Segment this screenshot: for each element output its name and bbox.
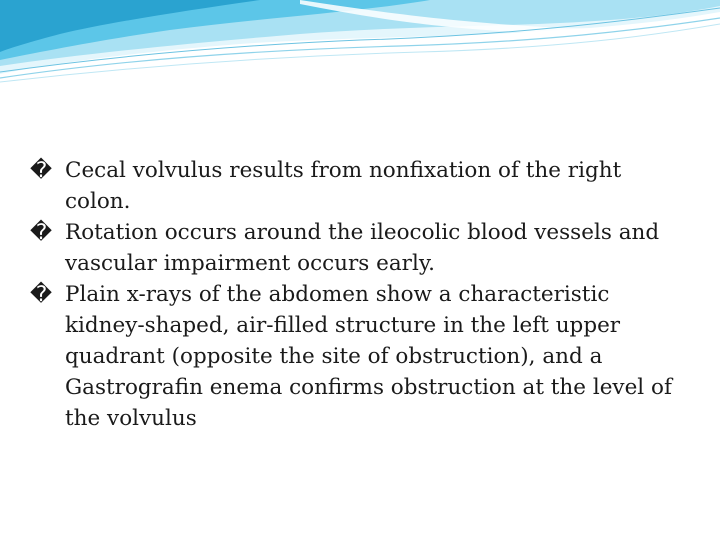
bullet-marker-icon: � [30, 158, 53, 183]
bullet-text: Rotation occurs around the ileocolic blood vessels and vascular impairment occurs early. [65, 220, 660, 276]
bullet-marker-icon: � [30, 220, 53, 245]
bullet-text: Cecal volvulus results from nonfixation of the right colon. [65, 158, 622, 214]
bullet-list [30, 155, 690, 434]
bullet-item [30, 279, 690, 434]
bullet-item [30, 217, 690, 279]
bullet-text: Plain x-rays of the abdomen show a characteristic kidney-shaped, air-filled structure in the left upper quadrant (opposite the site of obstruction), and a Gastrografin enema confirms obstruction at the level of the volvulus [65, 282, 672, 431]
header-wave-decoration [0, 0, 720, 90]
bullet-marker-icon: � [30, 282, 53, 307]
bullet-item [30, 155, 690, 217]
